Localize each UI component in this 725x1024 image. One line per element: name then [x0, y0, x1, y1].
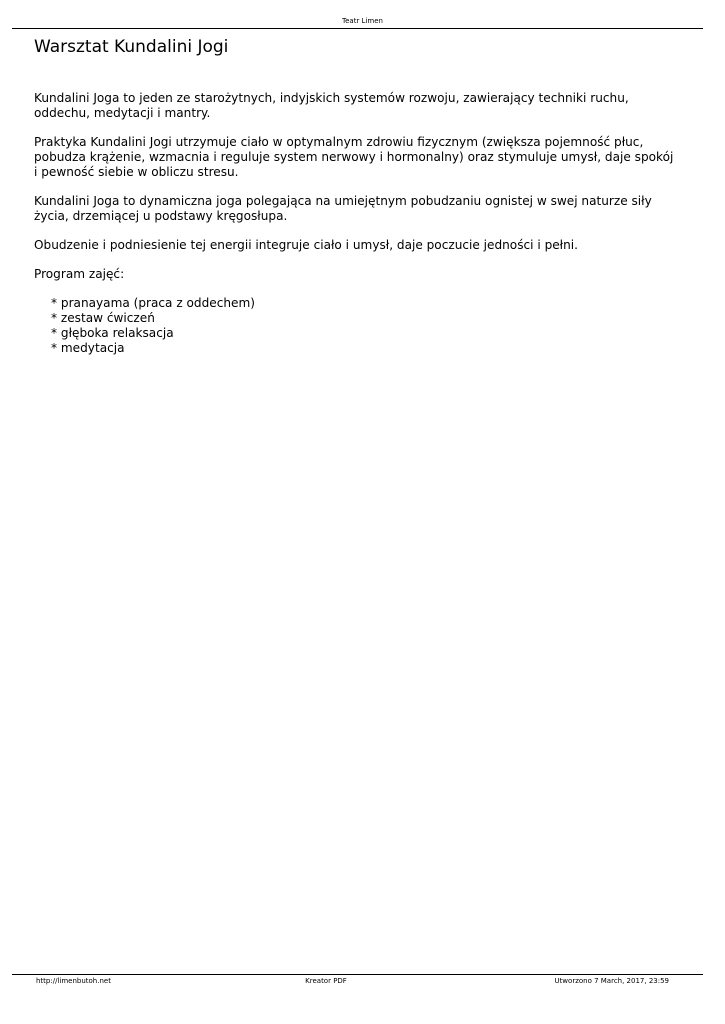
footer-divider — [12, 974, 703, 975]
footer-generator: Kreator PDF — [305, 977, 347, 985]
list-item: * pranayama (praca z oddechem) — [51, 296, 255, 310]
header-divider — [12, 28, 703, 29]
list-item: * głęboka relaksacja — [51, 326, 174, 340]
paragraph-dynamic: Kundalini Joga to dynamiczna joga polegająca na umiejętnym pobudzaniu ognistej w swej naturze siły życia, drzemiącej u podstawy kręgosłupa. — [34, 194, 652, 223]
list-item: * medytacja — [51, 341, 125, 355]
footer-created-date: Utworzono 7 March, 2017, 23:59 — [554, 977, 669, 985]
page-header: Teatr Limen — [342, 17, 383, 25]
paragraph-energy: Obudzenie i podniesienie tej energii integruje ciało i umysł, daje poczucie jedności i pełni. — [34, 238, 578, 252]
list-item: * zestaw ćwiczeń — [51, 311, 155, 325]
document-title: Warsztat Kundalini Jogi — [34, 37, 229, 57]
paragraph-intro: Kundalini Joga to jeden ze starożytnych, indyjskich systemów rozwoju, zawierający techniki ruchu, oddechu, medytacji i mantry. — [34, 91, 629, 120]
page-footer — [0, 976, 725, 986]
footer-url-link[interactable]: http://limenbutoh.net — [36, 977, 111, 985]
paragraph-benefits: Praktyka Kundalini Jogi utrzymuje ciało w optymalnym zdrowiu fizycznym (zwiększa pojemność płuc, pobudza krążenie, wzmacnia i reguluje system nerwowy i hormonalny) oraz stymuluje umysł, daje spokój i pewność siebie w obliczu stresu. — [34, 135, 674, 179]
document-body — [34, 91, 674, 356]
program-heading: Program zajęć: — [34, 267, 125, 281]
program-list — [34, 296, 674, 356]
